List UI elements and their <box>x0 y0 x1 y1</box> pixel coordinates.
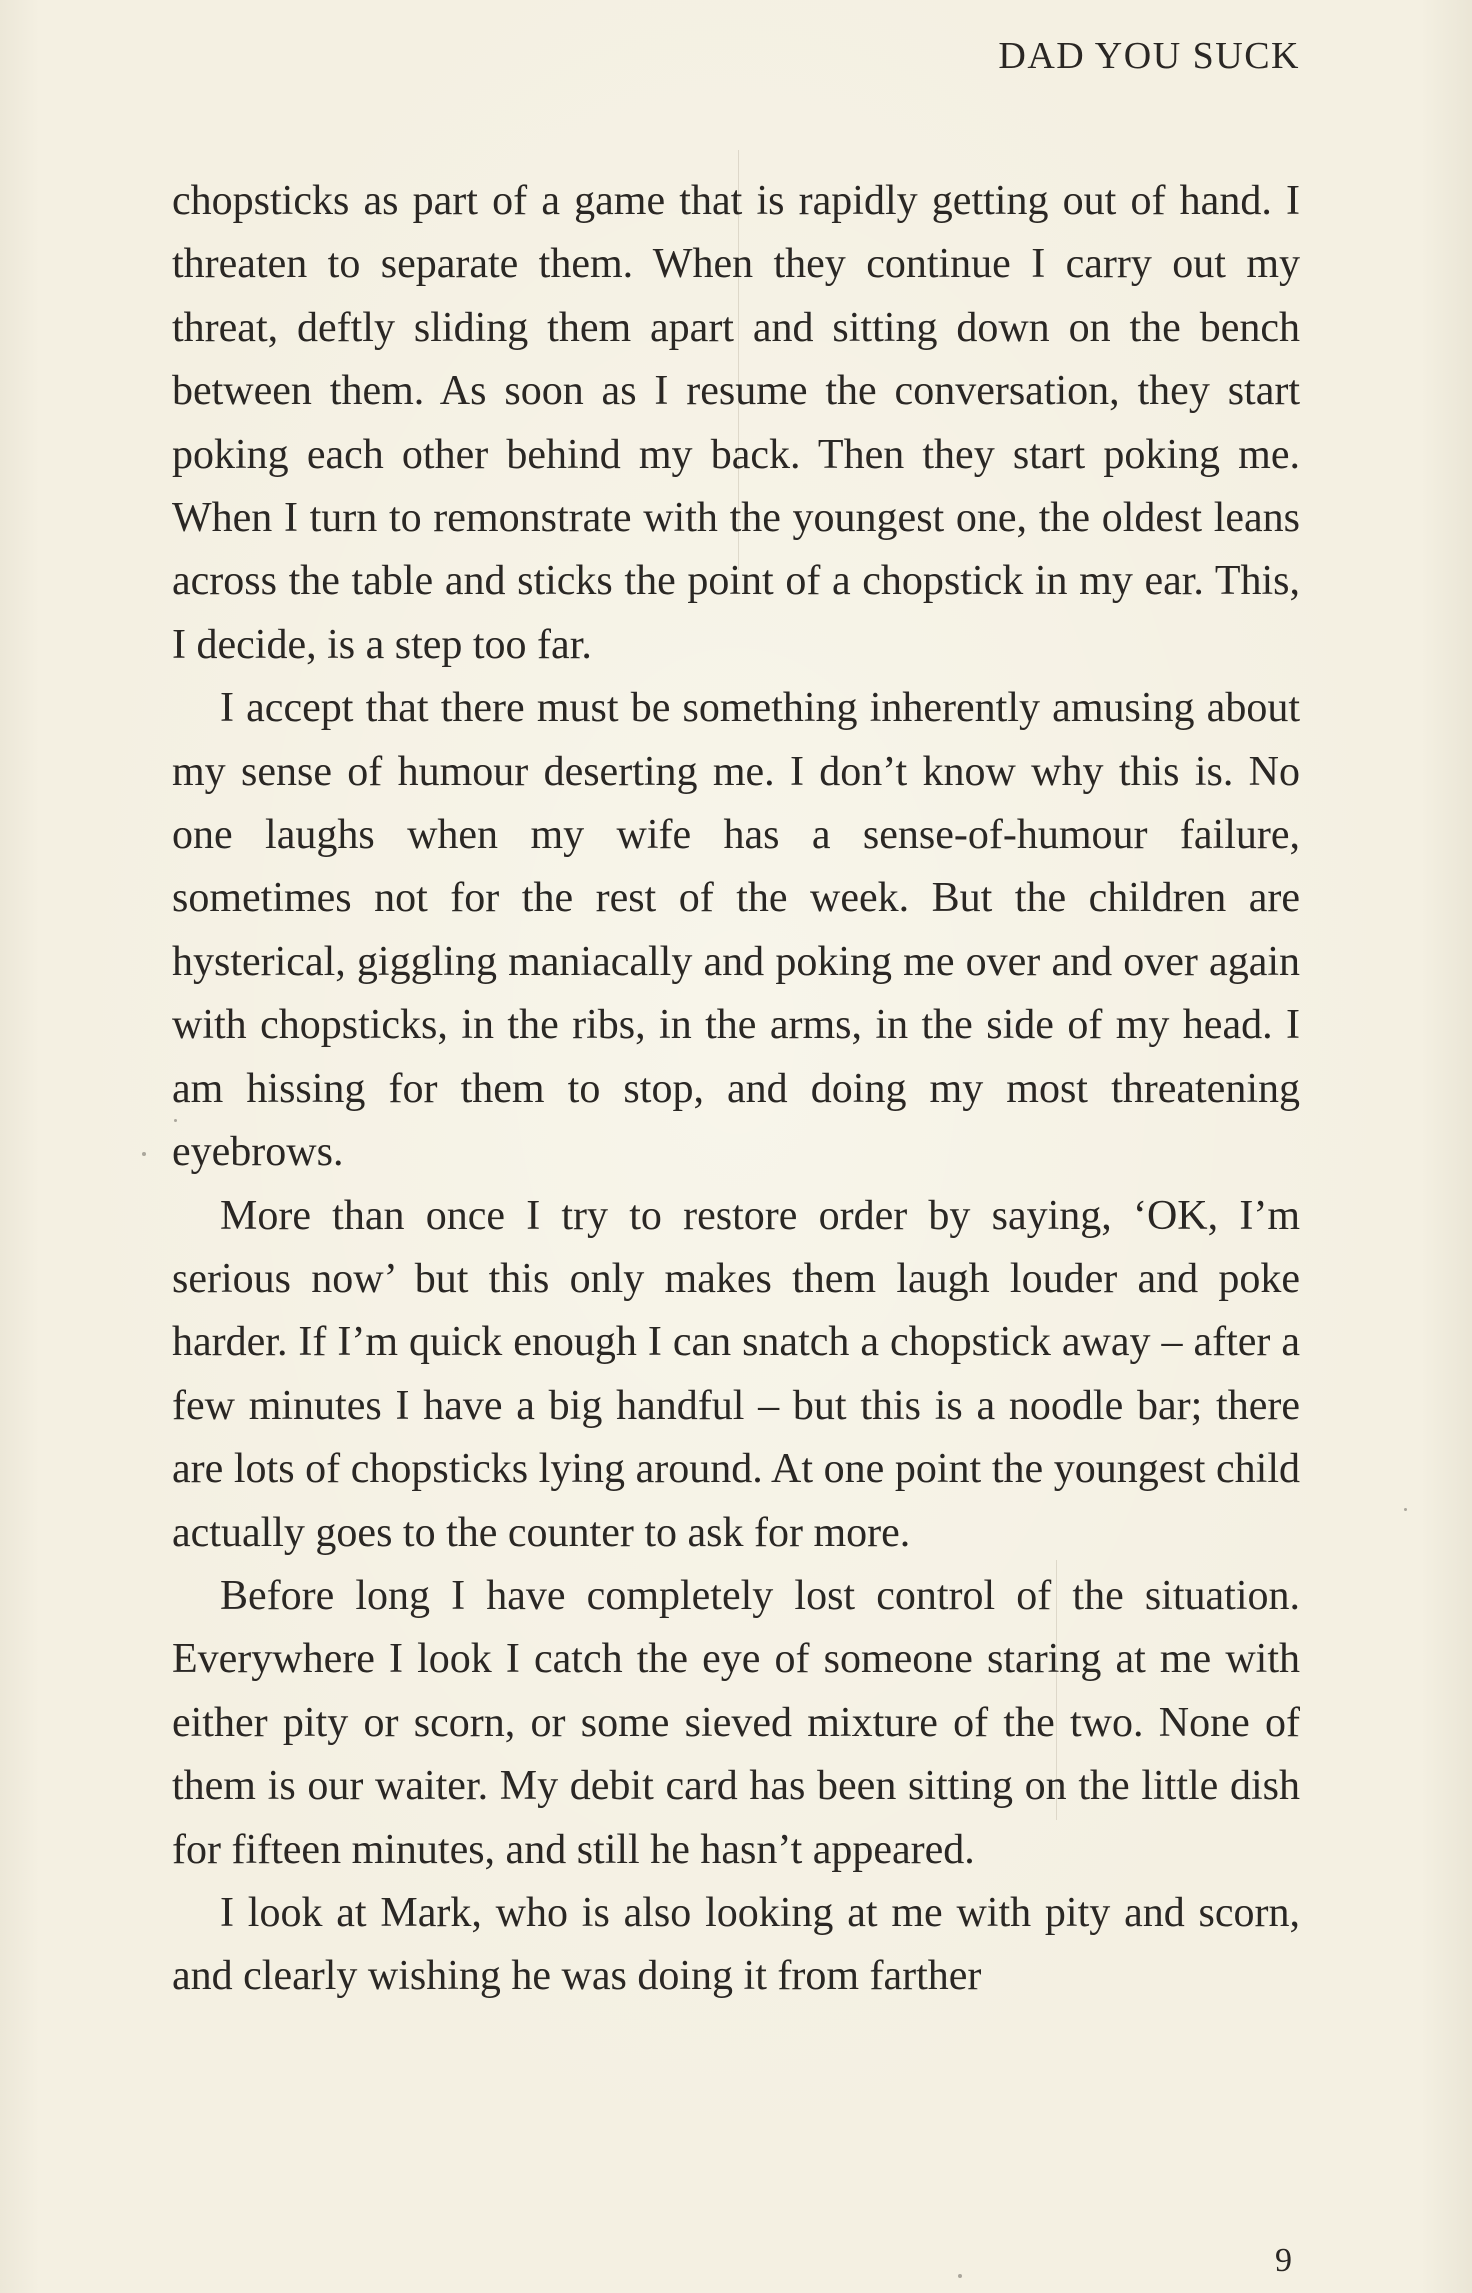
running-head: DAD YOU SUCK <box>998 35 1300 77</box>
paper-speck <box>1404 1508 1407 1511</box>
paragraph: Before long I have completely lost control of the situation. Everywhere I look I catch the eye of someone staring at me with either pity or scorn, or some sieved mixture of the two. None of them is our waiter. My debit card has been sitting on the little dish for fifteen minutes, and still he hasn’t appeared. <box>172 1572 1300 1873</box>
paragraph: chopsticks as part of a game that is rapidly getting out of hand. I threaten to separate them. When they continue I carry out my threat, deftly sliding them apart and sitting down on the bench between them. As soon as I resume the conversation, they start poking each other behind my back. Then they start poking me. When I turn to remonstrate with the youngest one, the oldest leans across the table and sticks the point of a chopstick in my ear. This, I decide, is a step too far. <box>172 178 1300 668</box>
paper-speck <box>958 2274 962 2278</box>
paper-speck <box>174 1119 177 1122</box>
body-text <box>172 170 1300 2009</box>
paragraph: I look at Mark, who is also looking at me with pity and scorn, and clearly wishing he was doing it from farther <box>172 1889 1300 2000</box>
paper-speck <box>142 1152 146 1156</box>
paragraph: I accept that there must be something inherently amusing about my sense of humour deserting me. I don’t know why this is. No one laughs when my wife has a sense-of-humour failure, sometimes not for the rest of the week. But the children are hysterical, giggling maniacally and poking me over and over again with chopsticks, in the ribs, in the arms, in the side of my head. I am hissing for them to stop, and doing my most threatening eyebrows. <box>172 685 1300 1176</box>
page-number: 9 <box>1275 2242 1292 2279</box>
paragraph: More than once I try to restore order by saying, ‘OK, I’m serious now’ but this only makes them laugh louder and poke harder. If I’m quick enough I can snatch a chopstick away – after a few minutes I have a big handful – but this is a noodle bar; there are lots of chopsticks lying around. At one point the youngest child actually goes to the counter to ask for more. <box>172 1192 1300 1556</box>
